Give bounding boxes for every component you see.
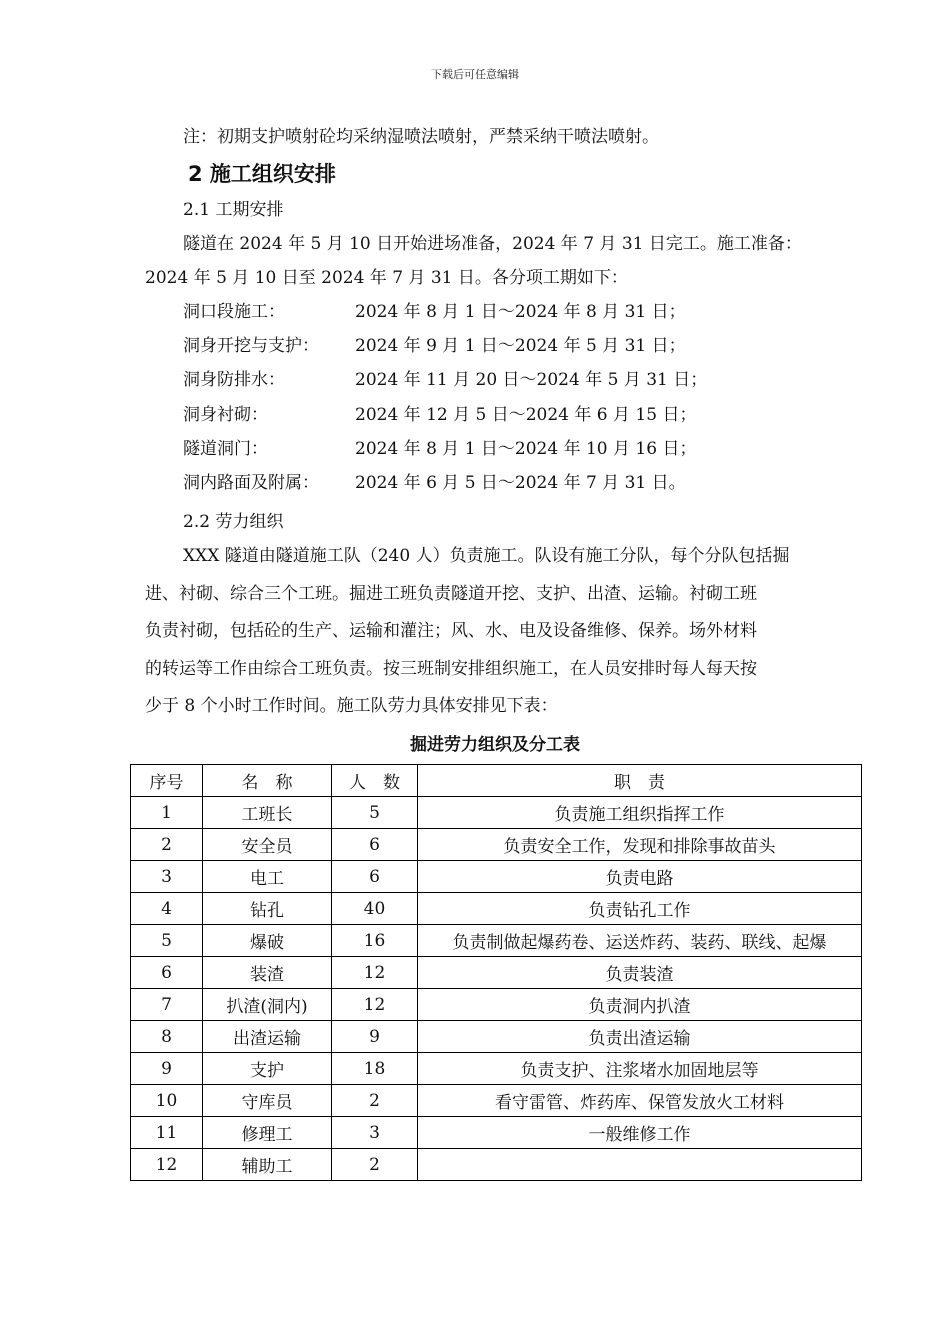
table-cell: 安全员: [203, 829, 332, 861]
table-row: [131, 1085, 862, 1117]
table-cell: 40: [332, 893, 418, 925]
table-row: [131, 989, 862, 1021]
table-cell: 6: [131, 957, 203, 989]
table-cell: 负责施工组织指挥工作: [418, 797, 862, 829]
table-header-cell: 职 责: [418, 765, 862, 797]
table-row: [131, 925, 862, 957]
table-cell: 扒渣(洞内): [203, 989, 332, 1021]
schedule-item-name: 隧道洞门：: [183, 438, 268, 459]
schedule-item-period: 2024 年 11 月 20 日～2024 年 5 月 31 日；: [355, 370, 708, 391]
table-cell: 8: [131, 1021, 203, 1053]
schedule-item-name: 洞口段施工：: [183, 302, 285, 322]
table-cell: 1: [131, 797, 203, 829]
table-body: [131, 797, 862, 1181]
table-cell: 12: [332, 957, 418, 989]
schedule-item-period: 2024 年 9 月 1 日～2024 年 5 月 31 日；: [355, 336, 686, 357]
table-cell: 负责电路: [418, 861, 862, 893]
section-title: 2 施工组织安排: [188, 162, 336, 186]
table-cell: 一般维修工作: [418, 1117, 862, 1149]
schedule-item-period: 2024 年 12 月 5 日～2024 年 6 月 15 日；: [355, 404, 697, 425]
table-cell: 2: [332, 1149, 418, 1181]
schedule-item: [183, 438, 696, 460]
subsection-title: 2.2 劳力组织: [183, 512, 284, 532]
schedule-item: [183, 369, 707, 391]
table-cell: 16: [332, 925, 418, 957]
table-cell: 出渣运输: [203, 1021, 332, 1053]
table-cell: 6: [332, 829, 418, 861]
table-cell: 负责支护、注浆堵水加固地层等: [418, 1053, 862, 1085]
table-cell: 9: [131, 1053, 203, 1085]
table-cell: 守库员: [203, 1085, 332, 1117]
page-header: 下载后可任意编辑: [431, 68, 519, 81]
table-cell: 18: [332, 1053, 418, 1085]
table-cell: 10: [131, 1085, 203, 1117]
table-row: [131, 1149, 862, 1181]
table-cell: 3: [332, 1117, 418, 1149]
table-cell: 辅助工: [203, 1149, 332, 1181]
table-cell: 负责安全工作，发现和排除事故苗头: [418, 829, 862, 861]
table-cell: 7: [131, 989, 203, 1021]
note-paragraph: 注：初期支护喷射砼均采纳湿喷法喷射，严禁采纳干喷法喷射。: [183, 127, 659, 147]
table-cell: 爆破: [203, 925, 332, 957]
table-cell: [418, 1149, 862, 1181]
table-row: [131, 861, 862, 893]
table-header-cell: 名 称: [203, 765, 332, 797]
schedule-item-period: 2024 年 8 月 1 日～2024 年 10 月 16 日；: [355, 438, 697, 459]
table-cell: 修理工: [203, 1117, 332, 1149]
schedule-item: [183, 404, 696, 426]
table-cell: 负责制做起爆药卷、运送炸药、装药、联线、起爆: [418, 925, 862, 957]
table-header-row: [131, 765, 862, 797]
table-row: [131, 957, 862, 989]
schedule-item: [183, 301, 686, 323]
paragraph-line: 少于 8 个小时工作时间。施工队劳力具体安排见下表：: [145, 696, 558, 717]
subsection-title: 2.1 工期安排: [183, 200, 284, 220]
table-cell: 负责装渣: [418, 957, 862, 989]
table-cell: 12: [131, 1149, 203, 1181]
table-cell: 装渣: [203, 957, 332, 989]
schedule-item-name: 洞身防排水：: [183, 370, 285, 391]
table-cell: 5: [131, 925, 203, 957]
table-cell: 电工: [203, 861, 332, 893]
paragraph-line: 隧道在 2024 年 5 月 10 日开始进场准备，2024 年 7 月 31 日完工。施工准备：: [183, 234, 802, 254]
schedule-item-name: 洞身开挖与支护：: [183, 336, 319, 357]
table-cell: 11: [131, 1117, 203, 1149]
table-row: [131, 1117, 862, 1149]
table-row: [131, 829, 862, 861]
table-cell: 9: [332, 1021, 418, 1053]
schedule-item: [183, 472, 686, 494]
table-header-cell: 序号: [131, 765, 203, 797]
table-title: 掘进劳力组织及分工表: [410, 735, 580, 755]
table-header-cell: 人 数: [332, 765, 418, 797]
table-row: [131, 797, 862, 829]
schedule-item-name: 洞身衬砌：: [183, 404, 268, 425]
table-cell: 负责钻孔工作: [418, 893, 862, 925]
table-cell: 2: [131, 829, 203, 861]
table-cell: 负责洞内扒渣: [418, 989, 862, 1021]
schedule-item-period: 2024 年 6 月 5 日～2024 年 7 月 31 日。: [355, 473, 686, 493]
paragraph-line: 进、衬砌、综合三个工班。掘进工班负责隧道开挖、支护、出渣、运输。衬砌工班: [145, 583, 757, 604]
table-cell: 负责出渣运输: [418, 1021, 862, 1053]
schedule-item: [183, 335, 686, 357]
labor-table: [130, 764, 862, 1181]
table-row: [131, 1053, 862, 1085]
table-cell: 2: [332, 1085, 418, 1117]
table-cell: 钻孔: [203, 893, 332, 925]
paragraph-line: 的转运等工作由综合工班负责。按三班制安排组织施工，在人员安排时每人每天按: [145, 658, 757, 679]
table-cell: 12: [332, 989, 418, 1021]
table-row: [131, 893, 862, 925]
schedule-item-period: 2024 年 8 月 1 日～2024 年 8 月 31 日；: [355, 302, 686, 322]
schedule-item-name: 洞内路面及附属：: [183, 473, 319, 493]
table-cell: 3: [131, 861, 203, 893]
table-cell: 5: [332, 797, 418, 829]
table-cell: 看守雷管、炸药库、保管发放火工材料: [418, 1085, 862, 1117]
paragraph-line: XXX 隧道由隧道施工队（240 人）负责施工。队设有施工分队，每个分队包括掘: [183, 546, 790, 566]
paragraph-line: 负责衬砌，包括砼的生产、运输和灌注；风、水、电及设备维修、保养。场外材料: [145, 621, 757, 642]
table-cell: 6: [332, 861, 418, 893]
table-row: [131, 1021, 862, 1053]
table-cell: 支护: [203, 1053, 332, 1085]
table-cell: 4: [131, 893, 203, 925]
table-cell: 工班长: [203, 797, 332, 829]
paragraph-line: 2024 年 5 月 10 日至 2024 年 7 月 31 日。各分项工期如下：: [145, 268, 628, 288]
